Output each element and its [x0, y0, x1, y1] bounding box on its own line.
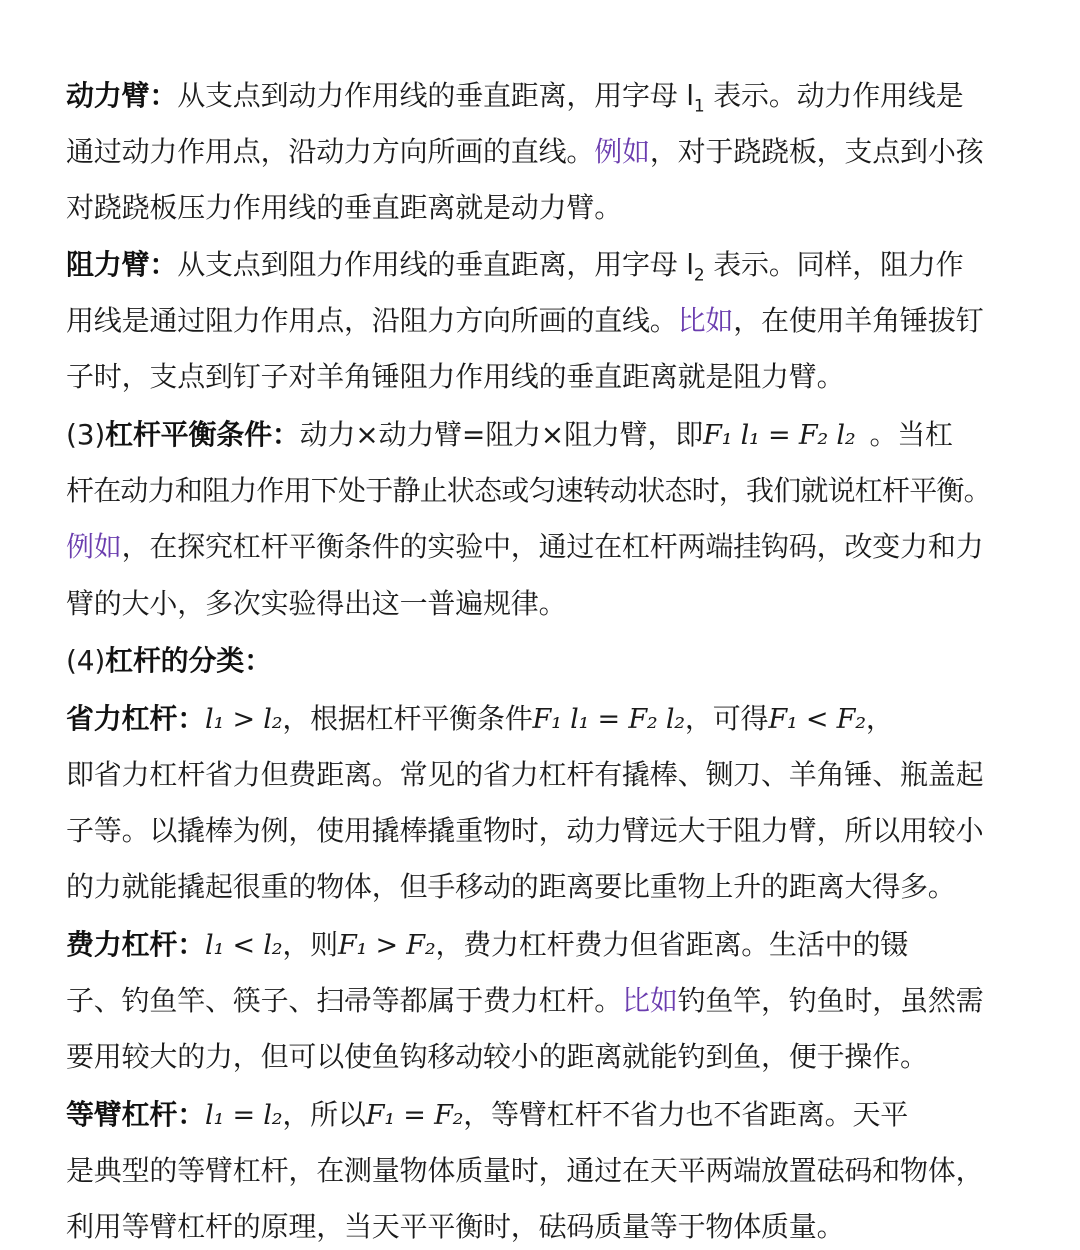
text-run: ，则	[282, 928, 338, 961]
equation: l₁ = l₂	[205, 1100, 283, 1131]
term-label: 等臂杠杆：	[66, 1098, 206, 1131]
text-run: 从支点到阻力作用线的垂直距离，用字母 l	[177, 248, 694, 281]
paragraph-line	[66, 188, 622, 228]
text-run: 即省力杠杆省力但费距离。常见的省力杠杆有撬棒、铡刀、羊角锤、瓶盖起	[66, 758, 984, 791]
paragraph-line	[66, 867, 956, 907]
paragraph-line	[66, 1037, 928, 1077]
paragraph-line	[66, 415, 953, 455]
text-run: 是典型的等臂杠杆，在测量物体质量时，通过在天平两端放置砝码和物体，	[66, 1154, 984, 1187]
paragraph-line	[66, 245, 963, 285]
subscript: 2	[693, 265, 705, 286]
highlight-example: 例如	[594, 135, 650, 168]
equation: F₁ l₁ = F₂ l₂	[532, 704, 685, 735]
text-run: 臂的大小，多次实验得出这一普遍规律。	[66, 587, 567, 620]
paragraph-line	[66, 471, 991, 511]
text-run: 用线是通过阻力作用点，沿阻力方向所画的直线。	[66, 304, 678, 337]
text-run: ，费力杠杆费力但省距离。生活中的镊	[435, 928, 909, 961]
paragraph-line	[66, 1151, 983, 1191]
section-number: (4)	[66, 644, 106, 677]
highlight-example: 例如	[66, 530, 122, 563]
text-run: ，在探究杠杆平衡条件的实验中，通过在杠杆两端挂钩码，改变力和力	[121, 530, 984, 563]
text-run: 通过动力作用点，沿动力方向所画的直线。	[66, 135, 595, 168]
text-run: 子、钓鱼竿、筷子、扫帚等都属于费力杠杆。	[66, 984, 623, 1017]
text-run: 利用等臂杠杆的原理，当天平平衡时，砝码质量等于物体质量。	[66, 1210, 845, 1243]
paragraph-line	[66, 1207, 844, 1247]
text-run: ，根据杠杆平衡条件	[282, 702, 533, 735]
text-run: ，在使用羊角锤拔钉	[733, 304, 984, 337]
subscript: 1	[693, 96, 705, 117]
text-run: 子时，支点到钉子对羊角锤阻力作用线的垂直距离就是阻力臂。	[66, 360, 845, 393]
paragraph-line	[66, 699, 894, 739]
section-number: (3)	[66, 418, 106, 451]
equation: F₁ = F₂	[365, 1100, 464, 1131]
text-run: ，等臂杠杆不省力也不省距离。天平	[463, 1098, 909, 1131]
term-label: 阻力臂：	[66, 248, 178, 281]
term-label: 费力杠杆：	[66, 928, 206, 961]
paragraph-line	[66, 925, 908, 965]
text-run: 的力就能撬起很重的物体，但手移动的距离要比重物上升的距离大得多。	[66, 870, 956, 903]
paragraph-line	[66, 527, 983, 567]
equation: l₁ < l₂	[205, 930, 283, 961]
highlight-example: 比如	[622, 984, 678, 1017]
text-run: 表示。同样，阻力作	[704, 248, 964, 281]
paragraph-line	[66, 755, 983, 795]
paragraph-line	[66, 981, 983, 1021]
text-run: ，所以	[282, 1098, 366, 1131]
text-run: ，可得	[684, 702, 769, 735]
text-run: 杆在动力和阻力作用下处于静止状态或匀速转动状态时，我们就说杠杆平衡。	[66, 474, 991, 507]
equation: l₁ > l₂	[205, 704, 283, 735]
paragraph-line	[66, 357, 844, 397]
highlight-example: 比如	[677, 304, 734, 337]
text-run: 动力×动力臂=阻力×阻力臂，即	[299, 418, 704, 451]
section-heading: 杠杆的分类：	[105, 644, 272, 677]
text-run: ，对于跷跷板，支点到小孩	[649, 135, 984, 168]
paragraph-line	[66, 76, 963, 116]
text-run: 钓鱼竿，钓鱼时，虽然需	[677, 984, 984, 1017]
paragraph-line	[66, 811, 983, 851]
paragraph-line	[66, 301, 983, 341]
text-run: 子等。以撬棒为例，使用撬棒撬重物时，动力臂远大于阻力臂，所以用较小	[66, 814, 984, 847]
text-run: 要用较大的力，但可以使鱼钩移动较小的距离就能钓到鱼，便于操作。	[66, 1040, 928, 1073]
text-run: 从支点到动力作用线的垂直距离，用字母 l	[177, 79, 694, 112]
text-run: ，	[865, 702, 894, 735]
paragraph-line	[66, 641, 272, 681]
paragraph-line	[66, 132, 983, 172]
equation: F₁ > F₂	[337, 930, 436, 961]
term-label: 省力杠杆：	[66, 702, 206, 735]
text-run: 。当杠	[869, 418, 953, 451]
equation: F₁ < F₂	[768, 704, 866, 735]
equation: F₁ l₁ = F₂ l₂	[703, 420, 856, 451]
paragraph-line	[66, 1095, 908, 1135]
text-run: 表示。动力作用线是	[704, 79, 964, 112]
text-run: 对跷跷板压力作用线的垂直距离就是动力臂。	[66, 191, 623, 224]
paragraph-line	[66, 584, 566, 624]
term-label: 杠杆平衡条件：	[105, 418, 300, 451]
term-label: 动力臂：	[66, 79, 178, 112]
